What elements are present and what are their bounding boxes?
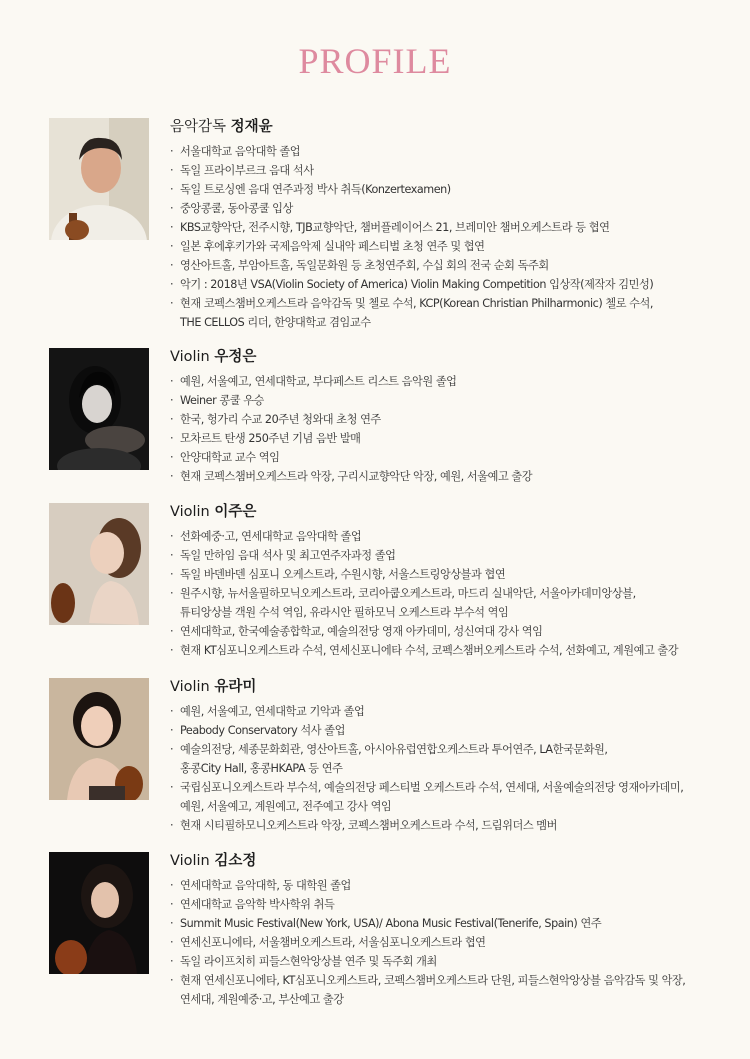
list-item: · KBS교향악단, 전주시향, TJB교향악단, 챔버플레이어스 21, 브레미안 챔버오케스트라 등 협연 <box>170 218 715 237</box>
portrait-photo <box>49 348 149 470</box>
list-item: · 악기 : 2018년 VSA(Violin Society of America) Violin Making Competition 입상작(제작자 김민성) <box>170 275 715 294</box>
list-item: · 현재 코펙스챔버오케스트라 음악감독 및 첼로 수석, KCP(Korean Christian Philharmonic) 첼로 수석, THE CELLOS 리더, 한양대학교 겸임교수 <box>170 294 715 332</box>
profile-list <box>170 702 715 835</box>
portrait-photo <box>49 503 149 625</box>
list-item: · 현재 연세신포니에타, KT심포니오케스트라, 코펙스챔버오케스트라 단원, 피들스현악앙상블 음악감독 및 악장, 연세대, 계원예중·고, 부산예고 출강 <box>170 971 715 1009</box>
list-item: · 현재 코펙스챔버오케스트라 악장, 구리시교향악단 악장, 예원, 서울예고 출강 <box>170 467 715 486</box>
list-item: · 일본 후에후키가와 국제음악제 실내악 페스티벌 초청 연주 및 협연 <box>170 237 715 256</box>
list-item: · Peabody Conservatory 석사 졸업 <box>170 721 715 740</box>
list-item: · 독일 라이프치히 피들스현악앙상블 연주 및 독주회 개최 <box>170 952 715 971</box>
profile-list <box>170 527 715 660</box>
profile-name: Violin 우정은 <box>170 349 257 365</box>
list-item: · 국립심포니오케스트라 부수석, 예술의전당 페스티벌 오케스트라 수석, 연세대, 서울예술의전당 영재아카데미, 예원, 서울예고, 계원예고, 전주예고 강사 역임 <box>170 778 715 816</box>
list-item: · 예원, 서울예고, 연세대학교 기악과 졸업 <box>170 702 715 721</box>
list-item: · 연세대학교, 한국예술종합학교, 예술의전당 영재 아카데미, 성신여대 강사 역임 <box>170 622 715 641</box>
portrait-photo <box>49 852 149 974</box>
list-item: · Weiner 콩쿨 우승 <box>170 391 715 410</box>
list-item: · 연세신포니에타, 서울챔버오케스트라, 서울심포니오케스트라 협연 <box>170 933 715 952</box>
list-item: · 한국, 헝가리 수교 20주년 청와대 초청 연주 <box>170 410 715 429</box>
profile-list <box>170 372 715 486</box>
list-item: · 예원, 서울예고, 연세대학교, 부다페스트 리스트 음악원 졸업 <box>170 372 715 391</box>
list-item: · 현재 KT심포니오케스트라 수석, 연세신포니에타 수석, 코펙스챔버오케스트라 수석, 선화예고, 계원예고 출강 <box>170 641 715 660</box>
profile-list <box>170 142 715 332</box>
list-item: · 연세대학교 음악학 박사학위 취득 <box>170 895 715 914</box>
profile-name: Violin 김소정 <box>170 853 257 869</box>
list-item: · 중앙콩쿨, 동아콩쿨 입상 <box>170 199 715 218</box>
list-item: · 독일 만하임 음대 석사 및 최고연주자과정 졸업 <box>170 546 715 565</box>
list-item: · 모차르트 탄생 250주년 기념 음반 발매 <box>170 429 715 448</box>
list-item: · 현재 시티필하모니오케스트라 악장, 코펙스챔버오케스트라 수석, 드림위더스 멤버 <box>170 816 715 835</box>
list-item: · 안양대학교 교수 역임 <box>170 448 715 467</box>
profile-name: Violin 이주은 <box>170 504 257 520</box>
list-item: · 예술의전당, 세종문화회관, 영산아트홀, 아시아유럽연합오케스트라 투어연주, LA한국문화원, 홍콩City Hall, 홍콩HKAPA 등 연주 <box>170 740 715 778</box>
list-item: · 독일 프라이부르크 음대 석사 <box>170 161 715 180</box>
profile-name: 음악감독 정재윤 <box>170 119 273 135</box>
list-item: · 서울대학교 음악대학 졸업 <box>170 142 715 161</box>
portrait-photo <box>49 118 149 240</box>
portrait-photo <box>49 678 149 800</box>
list-item: · 독일 트로싱엔 음대 연주과정 박사 취득(Konzertexamen) <box>170 180 715 199</box>
profile-name: Violin 유라미 <box>170 679 257 695</box>
list-item: · 독일 바덴바덴 심포니 오케스트라, 수원시향, 서울스트링앙상블과 협연 <box>170 565 715 584</box>
list-item: · 선화예중·고, 연세대학교 음악대학 졸업 <box>170 527 715 546</box>
profile-list <box>170 876 715 1009</box>
page-title: PROFILE <box>298 41 452 81</box>
list-item: · Summit Music Festival(New York, USA)/ Abona Music Festival(Tenerife, Spain) 연주 <box>170 914 715 933</box>
list-item: · 원주시향, 뉴서울필하모닉오케스트라, 코리아쿱오케스트라, 마드리 실내악단, 서울아카데미앙상블, 튜티앙상블 객원 수석 역임, 유라시안 필하모닉 오케스트라 부수석 역임 <box>170 584 715 622</box>
list-item: · 영산아트홀, 부암아트홀, 독일문화원 등 초청연주회, 수십 회의 전국 순회 독주회 <box>170 256 715 275</box>
list-item: · 연세대학교 음악대학, 동 대학원 졸업 <box>170 876 715 895</box>
